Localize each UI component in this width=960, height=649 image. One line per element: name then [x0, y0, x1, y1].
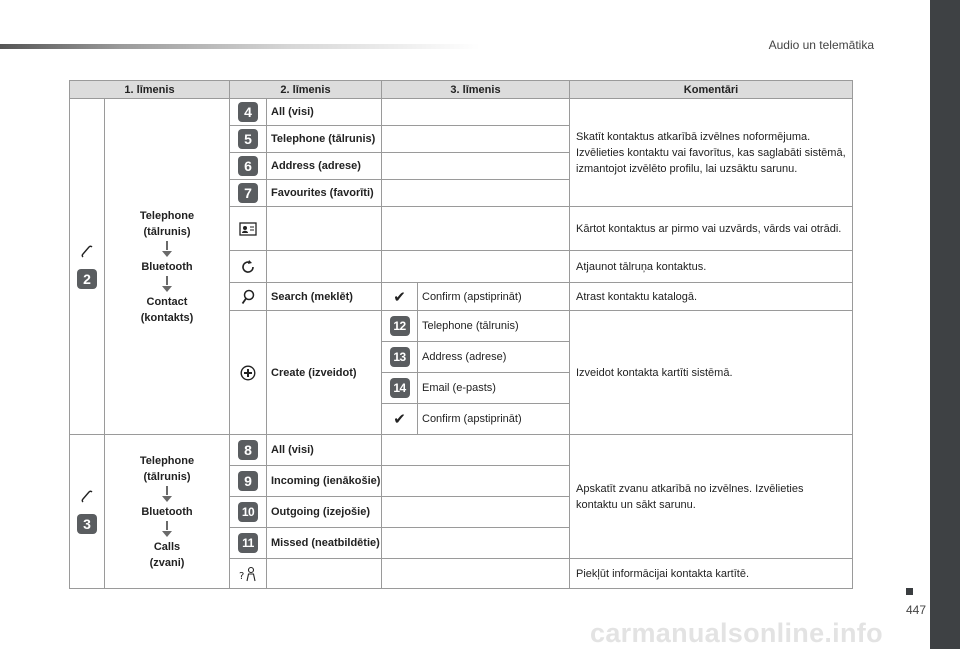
create-confirm: Confirm (apstiprināt) [418, 404, 570, 435]
section-title: Audio un telemātika [768, 38, 874, 52]
header-level2: 2. līmenis [230, 81, 382, 99]
badge-cell [230, 99, 267, 126]
menu-item-address: Address (adrese) [267, 153, 382, 180]
empty-cell [382, 99, 570, 126]
watermark: carmanualsonline.info [590, 618, 883, 648]
path-telephone: Telephone [139, 454, 195, 467]
menu-item-all-calls: All (visi) [267, 435, 382, 466]
contact-card-icon [239, 222, 257, 234]
icon-cell [382, 404, 418, 435]
menu-item-all: All (visi) [267, 99, 382, 126]
badge-cell [230, 126, 267, 153]
path-telephone-lv: (tālrunis) [143, 470, 191, 483]
empty-cell [382, 153, 570, 180]
header-gradient-bar [0, 44, 480, 49]
level1-cell [70, 435, 105, 589]
icon-cell [230, 559, 267, 589]
menu-item-telephone: Telephone (tālrunis) [267, 126, 382, 153]
empty-cell [382, 251, 570, 283]
step-badge: 6 [238, 156, 258, 176]
phone-icon [70, 245, 104, 259]
step-badge: 13 [390, 347, 410, 367]
menu-item-incoming: Incoming (ienākošie) [267, 466, 382, 497]
badge-cell [230, 435, 267, 466]
step-badge: 8 [238, 440, 258, 460]
icon-cell [230, 283, 267, 311]
menu-item-create: Create (izveidot) [267, 311, 382, 435]
badge-cell [230, 497, 267, 528]
arrow-down-icon [162, 251, 172, 257]
comment-create: Izveidot kontakta kartīti sistēmā. [570, 311, 853, 435]
path-bluetooth: Bluetooth [141, 505, 193, 518]
badge-cell [230, 180, 267, 207]
table-header-row [70, 81, 853, 99]
table-row [70, 99, 853, 126]
badge-cell [230, 528, 267, 559]
badge-cell [230, 466, 267, 497]
step-badge: 4 [238, 102, 258, 122]
icon-cell [230, 311, 267, 435]
step-badge: 2 [77, 269, 97, 289]
header-level3: 3. līmenis [382, 81, 570, 99]
step-badge: 14 [390, 378, 410, 398]
step-badge: 9 [238, 471, 258, 491]
page-number: 447 [905, 603, 926, 617]
step-badge: 5 [238, 129, 258, 149]
path-bluetooth: Bluetooth [141, 260, 193, 273]
arrow-down-icon [162, 286, 172, 292]
empty-cell [382, 497, 570, 528]
page-corner-mark [906, 588, 913, 595]
comment-refresh: Atjaunot tālruņa kontaktus. [570, 251, 853, 283]
header-level1: 1. līmenis [70, 81, 230, 99]
arrow-stem [166, 521, 168, 530]
empty-cell [382, 180, 570, 207]
level2-cell [105, 435, 230, 589]
refresh-icon [240, 260, 256, 272]
empty-cell [382, 528, 570, 559]
icon-cell [382, 283, 418, 311]
comment-filter: Skatīt kontaktus atkarībā izvēlnes noformējuma. Izvēlieties kontaktu vai favorītus, kas saglabāti sistēmā, izmantojot izvēlēto profilu, lai uzsāktu sarunu. [570, 99, 853, 207]
table-row [70, 435, 853, 466]
menu-table [69, 80, 853, 589]
create-address: Address (adrese) [418, 342, 570, 373]
empty-cell [382, 559, 570, 589]
step-badge: 7 [238, 183, 258, 203]
menu-item-search: Search (meklēt) [267, 283, 382, 311]
icon-cell [230, 251, 267, 283]
comment-info: Piekļūt informācijai kontakta kartītē. [570, 559, 853, 589]
menu-item-outgoing: Outgoing (izejošie) [267, 497, 382, 528]
search-confirm: Confirm (apstiprināt) [418, 283, 570, 311]
contact-info-icon [238, 567, 258, 582]
path-calls: Calls [153, 540, 181, 553]
menu-item-missed: Missed (neatbildētie) [267, 528, 382, 559]
level2-cell [105, 99, 230, 435]
path-contact-lv: (kontakts) [140, 311, 194, 324]
create-email: Email (e-pasts) [418, 373, 570, 404]
step-badge: 10 [238, 502, 258, 522]
svg-text:?: ? [239, 570, 245, 582]
arrow-stem [166, 276, 168, 285]
empty-cell [267, 559, 382, 589]
path-telephone: Telephone [139, 209, 195, 222]
empty-cell [382, 466, 570, 497]
path-telephone-lv: (tālrunis) [143, 225, 191, 238]
step-badge: 12 [390, 316, 410, 336]
empty-cell [267, 251, 382, 283]
search-icon [241, 290, 255, 302]
level1-cell [70, 99, 105, 435]
checkmark-icon: ✔ [393, 411, 406, 428]
arrow-down-icon [162, 496, 172, 502]
comment-search: Atrast kontaktu katalogā. [570, 283, 853, 311]
arrow-down-icon [162, 531, 172, 537]
add-circle-icon [240, 366, 256, 378]
header-comments: Komentāri [570, 81, 853, 99]
menu-item-favourites: Favourites (favorīti) [267, 180, 382, 207]
path-contact: Contact [146, 295, 188, 308]
comment-calls: Apskatīt zvanu atkarībā no izvēlnes. Izvēlieties kontaktu un sākt sarunu. [570, 435, 853, 559]
empty-cell [382, 126, 570, 153]
badge-cell [382, 311, 418, 342]
empty-cell [382, 435, 570, 466]
arrow-stem [166, 241, 168, 250]
step-badge: 3 [77, 514, 97, 534]
checkmark-icon: ✔ [393, 288, 406, 306]
chapter-side-bar [930, 0, 960, 649]
badge-cell [230, 153, 267, 180]
arrow-stem [166, 486, 168, 495]
empty-cell [267, 207, 382, 251]
badge-cell [382, 342, 418, 373]
icon-cell [230, 207, 267, 251]
comment-sort: Kārtot kontaktus ar pirmo vai uzvārds, vārds vai otrādi. [570, 207, 853, 251]
phone-icon [70, 490, 104, 504]
create-telephone: Telephone (tālrunis) [418, 311, 570, 342]
step-badge: 11 [238, 533, 258, 553]
badge-cell [382, 373, 418, 404]
path-calls-lv: (zvani) [149, 556, 185, 569]
empty-cell [382, 207, 570, 251]
